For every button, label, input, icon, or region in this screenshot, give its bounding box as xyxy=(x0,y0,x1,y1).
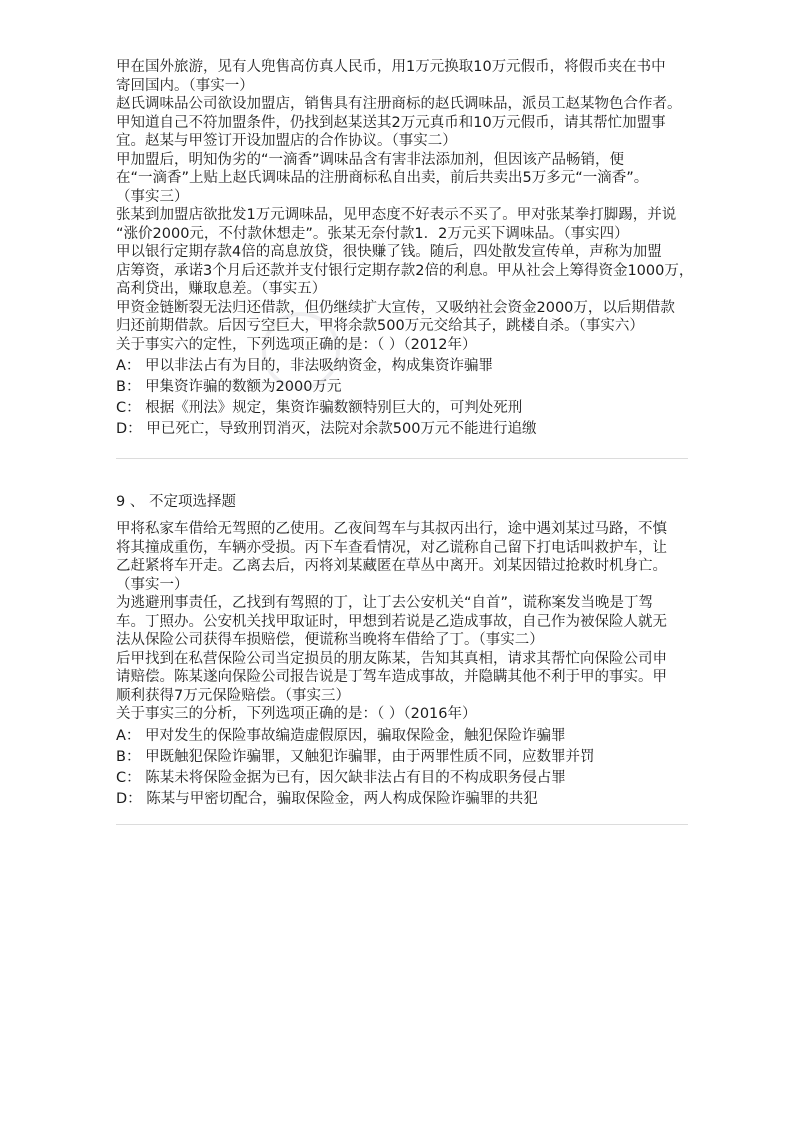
question-9-header: 9 、 不定项选择题 xyxy=(116,494,236,510)
stem-line: 甲知道自己不符加盟条件，仍找到赵某送其2万元真币和10万元假币，请其帮忙加盟事 xyxy=(116,114,666,131)
stem-line: 宜。赵某与甲签订开设加盟店的合作协议。（事实二） xyxy=(116,133,457,149)
stem-line: 车。丁照办。公安机关找甲取证时，甲想到若说是乙造成事故，自己作为被保险人就无 xyxy=(116,613,667,630)
option-key: A： xyxy=(116,727,141,744)
option-key: D： xyxy=(116,421,142,437)
option-d[interactable] xyxy=(116,789,688,810)
stem-line: 甲在国外旅游，见有人兜售高仿真人民币，用1万元换取10万元假币，将假币夹在书中 xyxy=(116,59,666,75)
option-text: 甲以非法占有为目的，非法吸纳资金，构成集资诈骗罪 xyxy=(145,358,494,374)
stem-line: 店筹资，承诺3个月后还款并支付银行定期存款2倍的利息。甲从社会上筹得资金1000万， xyxy=(116,262,694,279)
stem-line: 请赔偿。陈某遂向保险公司报告说是丁驾车造成事故，并隐瞒其他不利于甲的事实。甲 xyxy=(116,669,667,685)
stem-line: 张某到加盟店欲批发1万元调味品，见甲态度不好表示不买了。甲对张某拳打脚踢，并说 xyxy=(116,207,677,223)
option-d[interactable] xyxy=(116,419,688,440)
option-key: B： xyxy=(116,748,141,765)
stem-line: “涨价2000元，不付款休想走”。张某无奈付款1．2万元买下调味品。（事实四） xyxy=(116,225,629,242)
question-8 xyxy=(116,58,694,440)
stem-line: 乙赶紧将车开走。乙离去后，丙将刘某藏匿在草丛中离开。刘某因错过抢救时机身亡。 xyxy=(116,558,667,574)
stem-line: 甲以银行定期存款4倍的高息放贷，很快赚了钱。随后，四处散发宣传单，声称为加盟 xyxy=(116,244,662,260)
option-text: 甲对发生的保险事故编造虚假原因，骗取保险金，触犯保险诈骗罪 xyxy=(145,727,566,744)
stem-line: 甲资金链断裂无法归还借款，但仍继续扩大宣传，又吸纳社会资金2000万，以后期借款 xyxy=(116,299,675,316)
stem-line: 在“一滴香”上贴上赵氏调味品的注册商标私自出卖，前后共卖出5万多元“一滴香”。 xyxy=(116,170,649,186)
option-key: D： xyxy=(116,790,142,807)
stem-line: 甲将私家车借给无驾照的乙使用。乙夜间驾车与其叔丙出行，途中遇刘某过马路，不慎 xyxy=(116,521,667,537)
stem-line: 将其撞成重伤，车辆亦受损。丙下车查看情况，对乙谎称自己留下打电话叫救护车，让 xyxy=(116,539,667,556)
section-divider xyxy=(116,458,688,459)
stem-line: 赵氏调味品公司欲设加盟店，销售具有注册商标的赵氏调味品，派员工赵某物色合作者。 xyxy=(116,96,682,112)
stem-line: 归还前期借款。后因亏空巨大，甲将余款500万元交给其子，跳楼自杀。（事实六） xyxy=(116,318,644,334)
option-text: 甲集资诈骗的数额为2000万元 xyxy=(145,379,342,395)
option-text: 陈某与甲密切配合，骗取保险金，两人构成保险诈骗罪的共犯 xyxy=(146,790,538,807)
question-8-stem xyxy=(116,58,694,354)
section-divider xyxy=(116,824,688,825)
option-c[interactable] xyxy=(116,398,688,419)
question-8-options xyxy=(116,356,688,440)
stem-line: 后甲找到在私营保险公司当定损员的朋友陈某，告知其真相，请求其帮忙向保险公司申 xyxy=(116,650,667,667)
option-text: 根据《刑法》规定，集资诈骗数额特别巨大的，可判处死刑 xyxy=(145,400,523,416)
option-b[interactable] xyxy=(116,377,688,398)
question-9-stem xyxy=(116,520,688,724)
question-9-options xyxy=(116,726,688,810)
option-text: 陈某未将保险金据为已有，因欠缺非法占有目的不构成职务侵占罪 xyxy=(145,769,566,786)
question-9 xyxy=(116,493,688,810)
stem-line: （事实一） xyxy=(116,576,189,593)
option-key: C： xyxy=(116,400,141,416)
option-text: 甲已死亡，导致刑罚消灭，法院对余款500万元不能进行追缴 xyxy=(146,421,537,437)
option-key: C： xyxy=(116,769,141,786)
option-b[interactable] xyxy=(116,747,688,768)
stem-line: 关于事实三的分析，下列选项正确的是：（ ）（2016年） xyxy=(116,706,477,722)
stem-line: 甲加盟后，明知伪劣的“一滴香”调味品含有害非法添加剂，但因该产品畅销，便 xyxy=(116,151,625,168)
stem-line: 为逃避刑事责任，乙找到有驾照的丁，让丁去公安机关“自首”，谎称案发当晚是丁驾 xyxy=(116,595,654,611)
stem-line: 寄回国内。（事实一） xyxy=(116,77,254,94)
option-key: A： xyxy=(116,358,141,374)
stem-line: 顺利获得7万元保险赔偿。（事实三） xyxy=(116,687,350,704)
option-key: B： xyxy=(116,379,141,395)
option-a[interactable] xyxy=(116,726,688,747)
stem-line: 关于事实六的定性，下列选项正确的是：（ ）（2012年） xyxy=(116,336,477,353)
stem-line: 法从保险公司获得车损赔偿，便谎称当晚将车借给了丁。（事实二） xyxy=(116,632,544,648)
option-text: 甲既触犯保险诈骗罪，又触犯诈骗罪，由于两罪性质不同，应数罪并罚 xyxy=(145,748,595,765)
stem-line: 高利贷出，赚取息差。（事实五） xyxy=(116,281,327,297)
option-a[interactable] xyxy=(116,356,688,377)
option-c[interactable] xyxy=(116,768,688,789)
stem-line: （事实三） xyxy=(116,188,189,205)
document-page xyxy=(116,58,694,825)
